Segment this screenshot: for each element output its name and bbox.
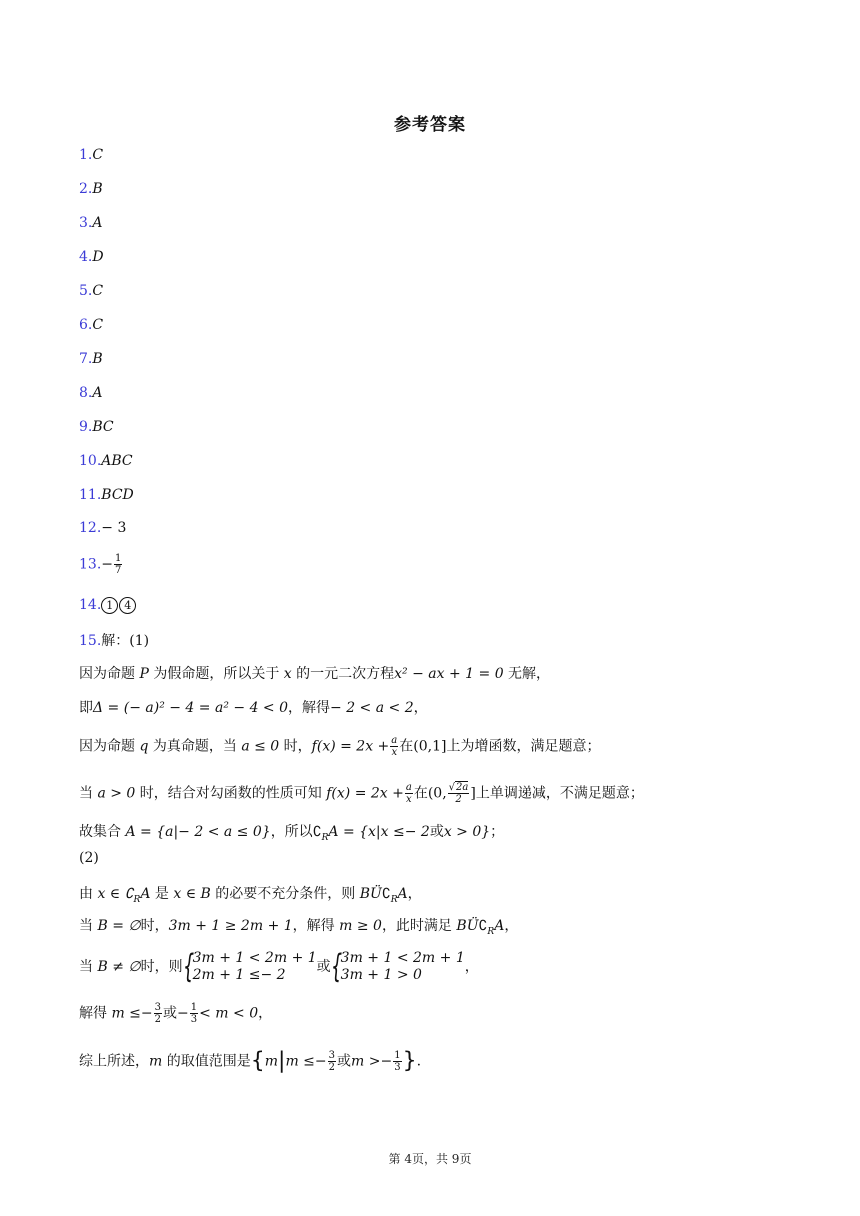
answer-item: 10.ABC bbox=[79, 453, 133, 469]
answer-item: 6.C bbox=[79, 317, 104, 333]
fraction: $\frac{1}{3}$ bbox=[394, 1050, 401, 1073]
q15-line-7: 当 B = ∅时，3m + 1 ≥ 2m + 1，解得 m ≥ 0，此时满足 $BÜ∁_RA$， bbox=[79, 918, 519, 937]
answer-item: 5.C bbox=[79, 283, 104, 299]
fraction: $\frac{1}{3}$ bbox=[190, 1002, 198, 1025]
answer-item: 14. 1 4 bbox=[79, 597, 137, 614]
q15-line-9: 解得 m ≤− $\frac{3}{2}$ 或− $\frac{1}{3}$ < m < 0， bbox=[79, 1002, 273, 1025]
q15-line-8: 当 B ≠ ∅时，则 { 3m + 1 < 2m + 1 2m + 1 ≤− 2 或 { 3m + 1 < 2m + 1 3m + 1 > 0 ， bbox=[79, 947, 479, 985]
q15-line-3: 因为命题 q 为真命题，当 a ≤ 0 时，f(x) = 2x + $\frac{a}{x}$ 在(0,1]上为增函数，满足题意； bbox=[79, 735, 601, 758]
answer-item: 13.− $\frac{1}{7}$ bbox=[79, 553, 122, 576]
fraction: $\frac{1}{7}$ bbox=[115, 553, 122, 576]
answer-item: 11.BCD bbox=[79, 487, 134, 503]
answer-item: 3.A bbox=[79, 215, 103, 231]
answer-item: 9.BC bbox=[79, 419, 114, 435]
fraction: $\frac{3}{2}$ bbox=[328, 1050, 335, 1073]
q15-line-6: 由 x ∈ $∁_RA$ 是 x ∈ B 的必要不充分条件，则 $BÜ∁_RA$， bbox=[79, 886, 422, 905]
answer-item: 12.− 3 bbox=[79, 520, 127, 536]
q15-line-4: 当 a > 0 时，结合对勾函数的性质可知 f(x) = 2x + $\frac{a}{x}$ 在(0, $\frac{√2a}{2}$ ]上单调递减，不满足题意； bbox=[79, 782, 644, 805]
q15-part-2: (2) bbox=[79, 850, 99, 866]
q15-line-2: 即Δ = (− a)² − 4 = a² − 4 < 0，解得− 2 < a < 2， bbox=[79, 700, 428, 716]
equation-system: { 3m + 1 < 2m + 1 3m + 1 > 0 bbox=[330, 947, 465, 985]
q15-line-5: 故集合 A = {a|− 2 < a ≤ 0}，所以$∁_RA = \{x|x \le- 2$或x > 0}； bbox=[79, 824, 505, 843]
q15-head: 15.解：(1) bbox=[79, 633, 150, 649]
page-title: 参考答案 bbox=[394, 115, 466, 135]
answer-item: 4.D bbox=[79, 249, 104, 265]
answer-item: 7.B bbox=[79, 351, 103, 367]
fraction: $\frac{a}{x}$ bbox=[391, 735, 398, 758]
fraction: $\frac{3}{2}$ bbox=[154, 1002, 162, 1025]
answer-item: 1.C bbox=[79, 147, 104, 163]
equation-system: { 3m + 1 < 2m + 1 2m + 1 ≤− 2 bbox=[182, 947, 317, 985]
answer-item: 2.B bbox=[79, 181, 103, 197]
q15-line-10: 综上所述，m 的取值范围是{m|m ≤− $\frac{3}{2}$ 或m >− $\frac{1}{3}$ }. bbox=[79, 1048, 422, 1074]
page-footer: 第 4页，共 9页 bbox=[388, 1152, 472, 1166]
fraction: $\frac{√2a}{2}$ bbox=[448, 782, 469, 805]
answer-item: 8.A bbox=[79, 385, 103, 401]
q15-line-1: 因为命题 P 为假命题，所以关于 x 的一元二次方程x² − ax + 1 = 0 无解， bbox=[79, 666, 551, 682]
fraction: $\frac{a}{x}$ bbox=[405, 782, 412, 805]
